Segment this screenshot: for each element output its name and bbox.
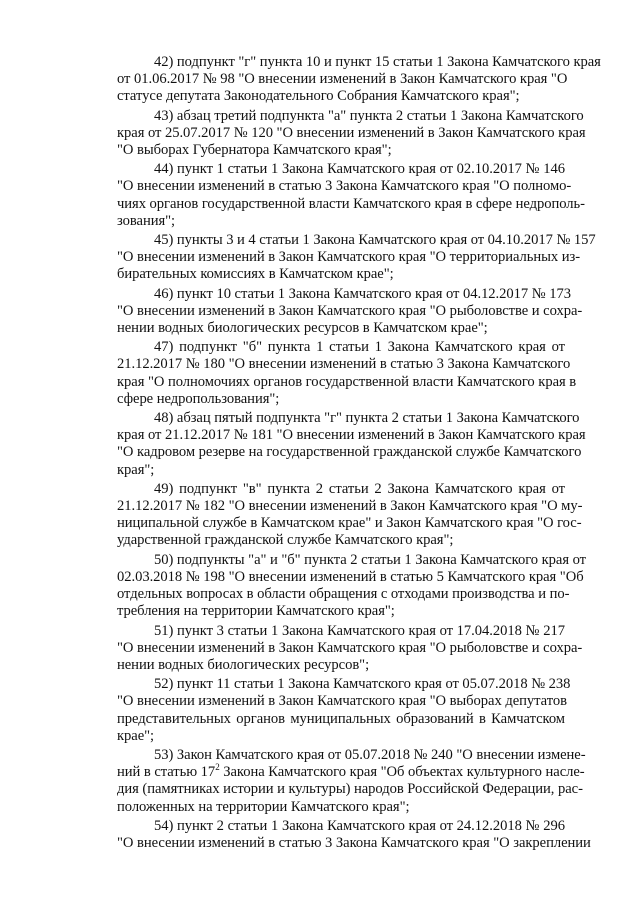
text-line: 43) абзац третий подпункта "а" пункта 2 статьи 1 Закона Камчатского: [154, 107, 584, 124]
text-line: нении водных биологических ресурсов";: [117, 656, 370, 673]
text-line: ниципальной службе в Камчатском крае" и Закон Камчатского края "О гос-: [117, 515, 582, 532]
text-line: 21.12.2017 № 182 "О внесении изменений в Закон Камчатского края "О му-: [117, 498, 583, 515]
text-line: 52) пункт 11 статьи 1 Закона Камчатского края от 05.07.2018 № 238: [154, 676, 571, 693]
text-line: 47) подпункт "б" пункта 1 статьи 1 Закона Камчатского края от: [154, 339, 565, 356]
text-line: 42) подпункт "г" пункта 10 и пункт 15 статьи 1 Закона Камчатского края: [154, 54, 601, 70]
text-fragment: Закона Камчатского края "Об объектах культурного насле-: [219, 764, 585, 781]
list-item-52: [80, 676, 571, 745]
list-item-43: [80, 107, 586, 160]
list-item-44: [80, 161, 585, 230]
text-line: края";: [117, 461, 155, 478]
list-item-51: [80, 622, 583, 675]
text-line: 45) пункты 3 и 4 статьи 1 Закона Камчатского края от 04.10.2017 № 157: [154, 232, 596, 249]
text-line: отдельных вопросах в области обращения с отходами производства и по-: [117, 586, 570, 603]
list-item-45: [80, 232, 596, 284]
text-line: "О внесении изменений в Закон Камчатского края "О рыболовстве и сохра-: [117, 302, 583, 319]
superscript: 2: [215, 762, 220, 773]
text-line: представительных органов муниципальных образований в Камчатском: [117, 710, 565, 727]
text-line: статусе депутата Законодательного Собрания Камчатского края";: [117, 88, 520, 105]
text-line: края "О полномочиях органов государственной власти Камчатского края в: [117, 373, 577, 390]
text-line: края от 21.12.2017 № 181 "О внесении изменений в Закон Камчатского края: [117, 427, 586, 444]
document-page: [80, 54, 601, 854]
text-line: "О кадровом резерве на государственной гражданской службе Камчатского: [117, 444, 582, 461]
list-item-47: [80, 339, 577, 408]
text-line: ударственной гражданской службе Камчатского края";: [117, 532, 454, 549]
text-line: чиях органов государственной власти Камчатского края в сфере недрополь-: [117, 195, 585, 212]
text-line: "О внесении изменений в статью 3 Закона Камчатского края "О закреплении: [117, 834, 591, 851]
text-line: края от 25.07.2017 № 120 "О внесении изменений в Закон Камчатского края: [117, 124, 586, 141]
text-line: зования";: [117, 212, 176, 229]
list-item-42: [80, 54, 601, 106]
text-line: 51) пункт 3 статьи 1 Закона Камчатского края от 17.04.2018 № 217: [154, 622, 565, 639]
text-line: "О внесении изменений в статью 3 Закона Камчатского края "О полномо-: [117, 178, 572, 195]
text-line: дия (памятниках истории и культуры) народов Российской Федерации, рас-: [117, 781, 583, 798]
text-line: 50) подпункты "а" и "б" пункта 2 статьи 1 Закона Камчатского края от: [154, 551, 586, 568]
list-item-46: [80, 285, 583, 338]
text-line: 44) пункт 1 статьи 1 Закона Камчатского края от 02.10.2017 № 146: [154, 161, 565, 178]
text-line: "О внесении изменений в Закон Камчатского края "О выборах депутатов: [117, 693, 567, 710]
text-line: 54) пункт 2 статьи 1 Закона Камчатского края от 24.12.2018 № 296: [154, 817, 565, 834]
text-line: крае";: [117, 727, 155, 744]
text-line: "О выборах Губернатора Камчатского края";: [117, 142, 392, 159]
list-item-54: [80, 817, 591, 852]
text-line: 48) абзац пятый подпункта "г" пункта 2 статьи 1 Закона Камчатского: [154, 410, 580, 427]
text-fragment: ний в статью 17: [117, 764, 216, 781]
text-line: 02.03.2018 № 198 "О внесении изменений в статью 5 Камчатского края "Об: [117, 568, 584, 585]
text-line: "О внесении изменений в Закон Камчатского края "О рыболовстве и сохра-: [117, 639, 583, 656]
list-item-48: [80, 410, 586, 479]
text-line: бирательных комиссиях в Камчатском крае";: [117, 266, 394, 283]
list-item-49: [80, 480, 583, 550]
text-line: "О внесении изменений в Закон Камчатского края "О территориальных из-: [117, 249, 581, 266]
text-line: от 01.06.2017 № 98 "О внесении изменений в Закон Камчатского края "О: [117, 71, 568, 88]
text-line: 46) пункт 10 статьи 1 Закона Камчатского края от 04.12.2017 № 173: [154, 285, 571, 302]
text-line: [80, 762, 585, 781]
text-line: требления на территории Камчатского края";: [117, 603, 395, 620]
text-line: сфере недропользования";: [117, 390, 280, 407]
text-line: нении водных биологических ресурсов в Камчатском крае";: [117, 320, 488, 337]
text-line: 49) подпункт "в" пункта 2 статьи 2 Закона Камчатского края от: [154, 480, 565, 497]
text-line: 21.12.2017 № 180 "О внесении изменений в статью 3 Закона Камчатского: [117, 356, 571, 373]
list-item-53: [80, 746, 586, 816]
text-line: положенных на территории Камчатского края";: [117, 798, 410, 815]
text-line: 53) Закон Камчатского края от 05.07.2018 № 240 "О внесении измене-: [154, 746, 586, 763]
list-item-50: [80, 551, 586, 621]
